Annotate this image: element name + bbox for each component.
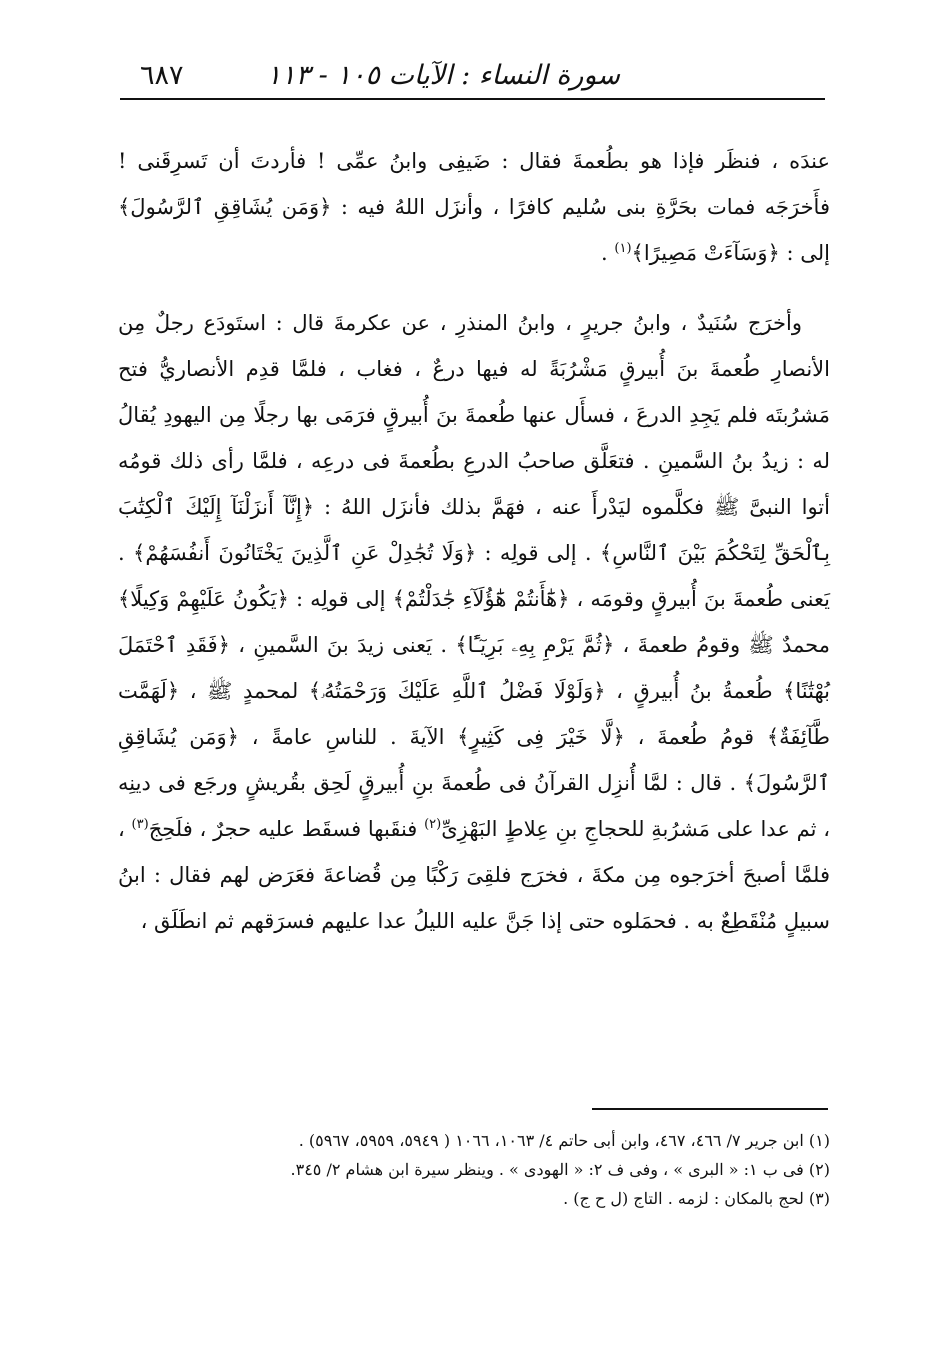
footnote-ref-3: (٣) — [131, 817, 149, 832]
running-title: سورة النساء : الآيات ١٠٥ - ١١٣ — [266, 60, 620, 91]
paragraph-2-mid: فنقَبها فسقَط عليه حجرٌ ، فلَحِجَ — [148, 817, 425, 841]
paragraph-2-end: ، فلمَّا أصبحَ أخرَجوه مِن مكةَ ، فخرَج فلقِىَ رَكْبًا مِن قُضاعةَ فعَرَض لهم فقال : ابنُ سبيلٍ مُنْقَطِعٌ به . فحمَلوه حتى إذا جَنَّ عليه الليلُ عدا عليهم فسرَقهم ثم انطَلَق ، — [118, 817, 830, 933]
paragraph-1-text: عندَه ، فنظَر فإذا هو بطُعمةَ فقال : ضَيفِى وابنُ عمِّى ! فأردتَ أن تَسرِقَنى ! فأَخرَجَه فمات بحَرَّةِ بنى سُليم كافرًا ، وأنزَل اللهُ فيه : ﴿وَمَن يُشَاقِقِ ٱلرَّسُولَ﴾ إلى : ﴿وَسَآءَتْ مَصِيرًا﴾ — [118, 149, 830, 265]
footnote-ref-2: (٢) — [424, 817, 442, 832]
page-header — [120, 52, 825, 100]
header-rule — [120, 98, 825, 100]
paragraph-2-text: وأخرَج سُنَيدٌ ، وابنُ جريرٍ ، وابنُ المنذرِ ، عن عكرمةَ قال : استَودَع رجلٌ مِن الأنصارِ طُعمةَ بنَ أُبيرقٍ مَشْرُبَةً له فيها درعٌ ، فغاب ، فلمَّا قدِم الأنصاريُّ فتح مَشرُبتَه فلم يَجِدِ الدرعَ ، فسأَل عنها طُعمةَ بنَ أُبيرقٍ فرَمَى بها رجلًا مِن اليهودِ يُقالُ له : زيدُ بنُ السَّمينِ . فتعَلَّق صاحبُ الدرعِ بطُعمةَ فى درعِه ، فلمَّا رأى ذلك قومُه أتوا النبىَّ ﷺ فكلَّموه ليَدْرأَ عنه ، فهَمَّ بذلك فأنزَل اللهُ : ﴿إِنَّآ أَنزَلْنَآ إِلَيْكَ ٱلْكِتَٰبَ بِٱلْحَقِّ لِتَحْكُمَ بَيْنَ ٱلنَّاسِ﴾ . إلى قولِه : ﴿وَلَا تُجَٰدِلْ عَنِ ٱلَّذِينَ يَخْتَانُونَ أَنفُسَهُمْ﴾ . يَعنى طُعمةَ بنَ أُبيرقٍ وقومَه ، ﴿هَٰٓأَنتُمْ هَٰٓؤُلَآءِ جَٰدَلْتُمْ﴾ إلى قولِه : ﴿يَكُونُ عَلَيْهِمْ وَكِيلًا﴾ محمدٌ ﷺ وقومُ طعمةَ ، ﴿ثُمَّ يَرْمِ بِهِۦ بَرِيٓـًٔا﴾ . يَعنى زيدَ بنَ السَّمينِ ، ﴿فَقَدِ ٱحْتَمَلَ بُهْتَٰنًا﴾ طُعمةُ بنُ أُبيرقٍ ، ﴿وَلَوْلَا فَضْلُ ٱللَّهِ عَلَيْكَ وَرَحْمَتُهُۥ﴾ لمحمدٍ ﷺ ، ﴿لَهَمَّت طَّآئِفَةٌ﴾ قومُ طُعمةَ ، ﴿لَّا خَيْرَ فِى كَثِيرٍ﴾ الآيةَ . للناسِ عامةً ، ﴿وَمَن يُشَاقِقِ ٱلرَّسُولَ﴾ . قال : لمَّا أُنزِل القرآنُ فى طُعمةَ بنِ أُبيرقٍ لَحِق بقُريشٍ ورجَع فى دينِه ، ثم عدا على مَشرُبةِ للحجاجِ بنِ عِلاطٍ البَهْزِىِّ — [118, 311, 830, 841]
paragraph-2 — [118, 300, 830, 944]
paragraph-1-end: . — [601, 241, 615, 265]
paragraph-1 — [118, 138, 830, 276]
footnote-ref-1: (١) — [614, 241, 632, 256]
main-text — [118, 138, 830, 944]
footnote-3: (٣) لحج بالمكان : لزمه . التاج (ل ح ج) . — [563, 1189, 830, 1208]
footnote-1: (١) ابن جرير ٧/ ٤٦٦، ٤٦٧، وابن أبى حاتم ٤/ ١٠٦٣، ١٠٦٦ ( ٥٩٤٩، ٥٩٥٩، ٥٩٦٧) . — [298, 1131, 830, 1150]
footnote-rule — [592, 1108, 828, 1110]
footnote-2: (٢) فى ب ١: « البرى » ، وفى ف ٢: « الهودى » . وينظر سيرة ابن هشام ٢/ ٣٤٥. — [290, 1160, 830, 1179]
page-number: ٦٨٧ — [140, 60, 184, 91]
footnotes — [118, 1126, 830, 1213]
